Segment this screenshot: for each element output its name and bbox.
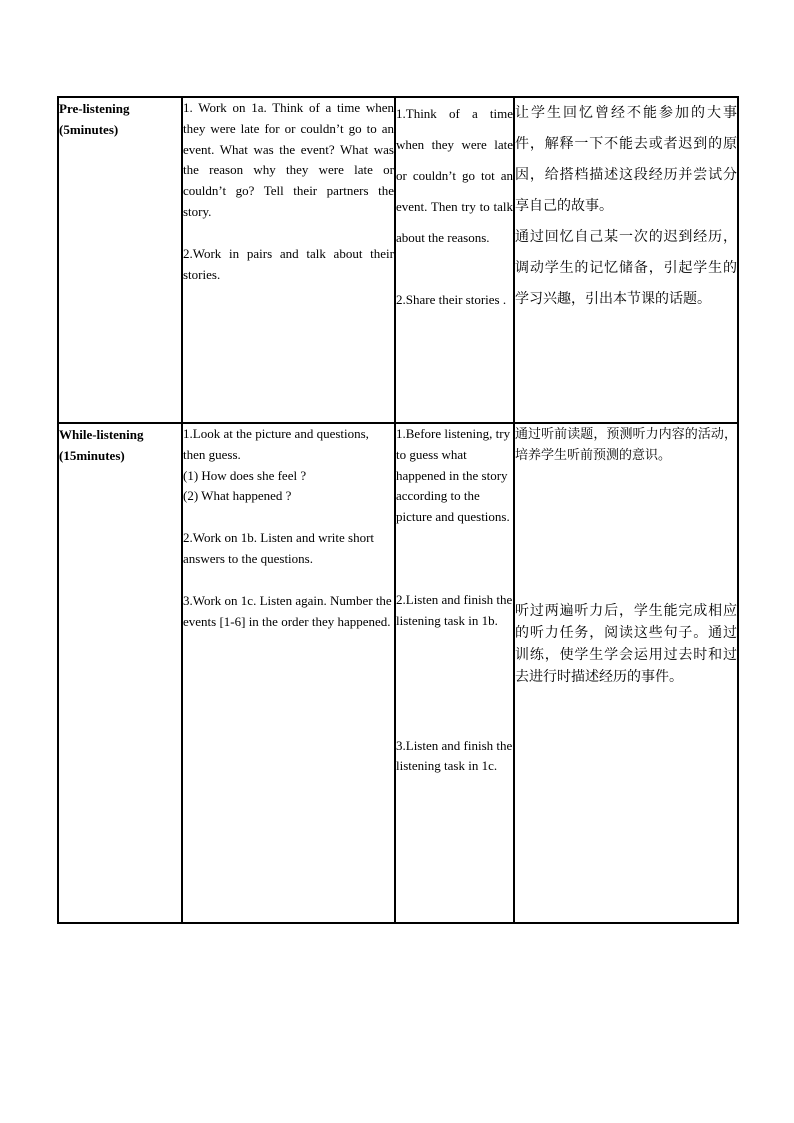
student-activity-cell [395, 97, 514, 423]
student-step: 2.Share their stories . [396, 292, 507, 307]
stage-time: (15minutes) [59, 448, 125, 463]
purpose-text: 通过回忆自己某一次的迟到经历，调动学生的记忆储备，引起学生的学习兴趣，引出本节课的话题。 [515, 229, 737, 307]
purpose-text: 听过两遍听力后，学生能完成相应的听力任务，阅读这些句子。通过训练，使学生学会运用过去时和过去进行时描述经历的事件。 [515, 603, 737, 685]
purpose-cell [514, 97, 738, 423]
student-activity-cell [395, 423, 514, 923]
purpose-text: 通过听前读题，预测听力内容的活动，培养学生听前预测的意识。 [515, 427, 737, 463]
stage-name: Pre-listening [59, 101, 130, 116]
stage-time: (5minutes) [59, 122, 119, 137]
purpose-cell [514, 423, 738, 923]
student-step: 1.Before listening, try to guess what happened in the story according to the picture and questions. [396, 426, 511, 525]
teacher-step: (2) What happened ? [183, 488, 292, 504]
teacher-step: 3.Work on 1c. Listen again. Number the events [1-6] in the order they happened. [183, 592, 392, 629]
stage-name: While-listening [59, 427, 144, 442]
stage-cell [58, 97, 182, 423]
stage-cell [58, 423, 182, 923]
student-step: 3.Listen and finish the listening task in 1c. [396, 737, 513, 774]
teacher-step: 2.Work in pairs and talk about their stories. [183, 245, 394, 282]
teacher-step: 1. Work on 1a. Think of a time when they were late for or couldn’t go to an event. What was the event? What was the reason why they were late or couldn’t go? Tell their partners the story. [183, 100, 394, 219]
table-row-while-listening [58, 423, 738, 923]
teacher-activity-cell [182, 97, 395, 423]
student-step: 2.Listen and finish the listening task in 1b. [396, 591, 513, 628]
student-step: 1.Think of a time when they were late or couldn’t go tot an event. Then try to talk about the reasons. [396, 106, 513, 245]
teacher-step: (1) How does she feel ? [183, 467, 307, 483]
teacher-activity-cell [182, 423, 395, 923]
table-row-pre-listening [58, 97, 738, 423]
lesson-plan-table [57, 96, 739, 924]
purpose-text: 让学生回忆曾经不能参加的大事件，解释一下不能去或者迟到的原因，给搭档描述这段经历并尝试分享自己的故事。 [515, 105, 737, 214]
teacher-step: 1.Look at the picture and questions, then guess. [183, 426, 369, 462]
teacher-step: 2.Work on 1b. Listen and write short answers to the questions. [183, 530, 375, 566]
